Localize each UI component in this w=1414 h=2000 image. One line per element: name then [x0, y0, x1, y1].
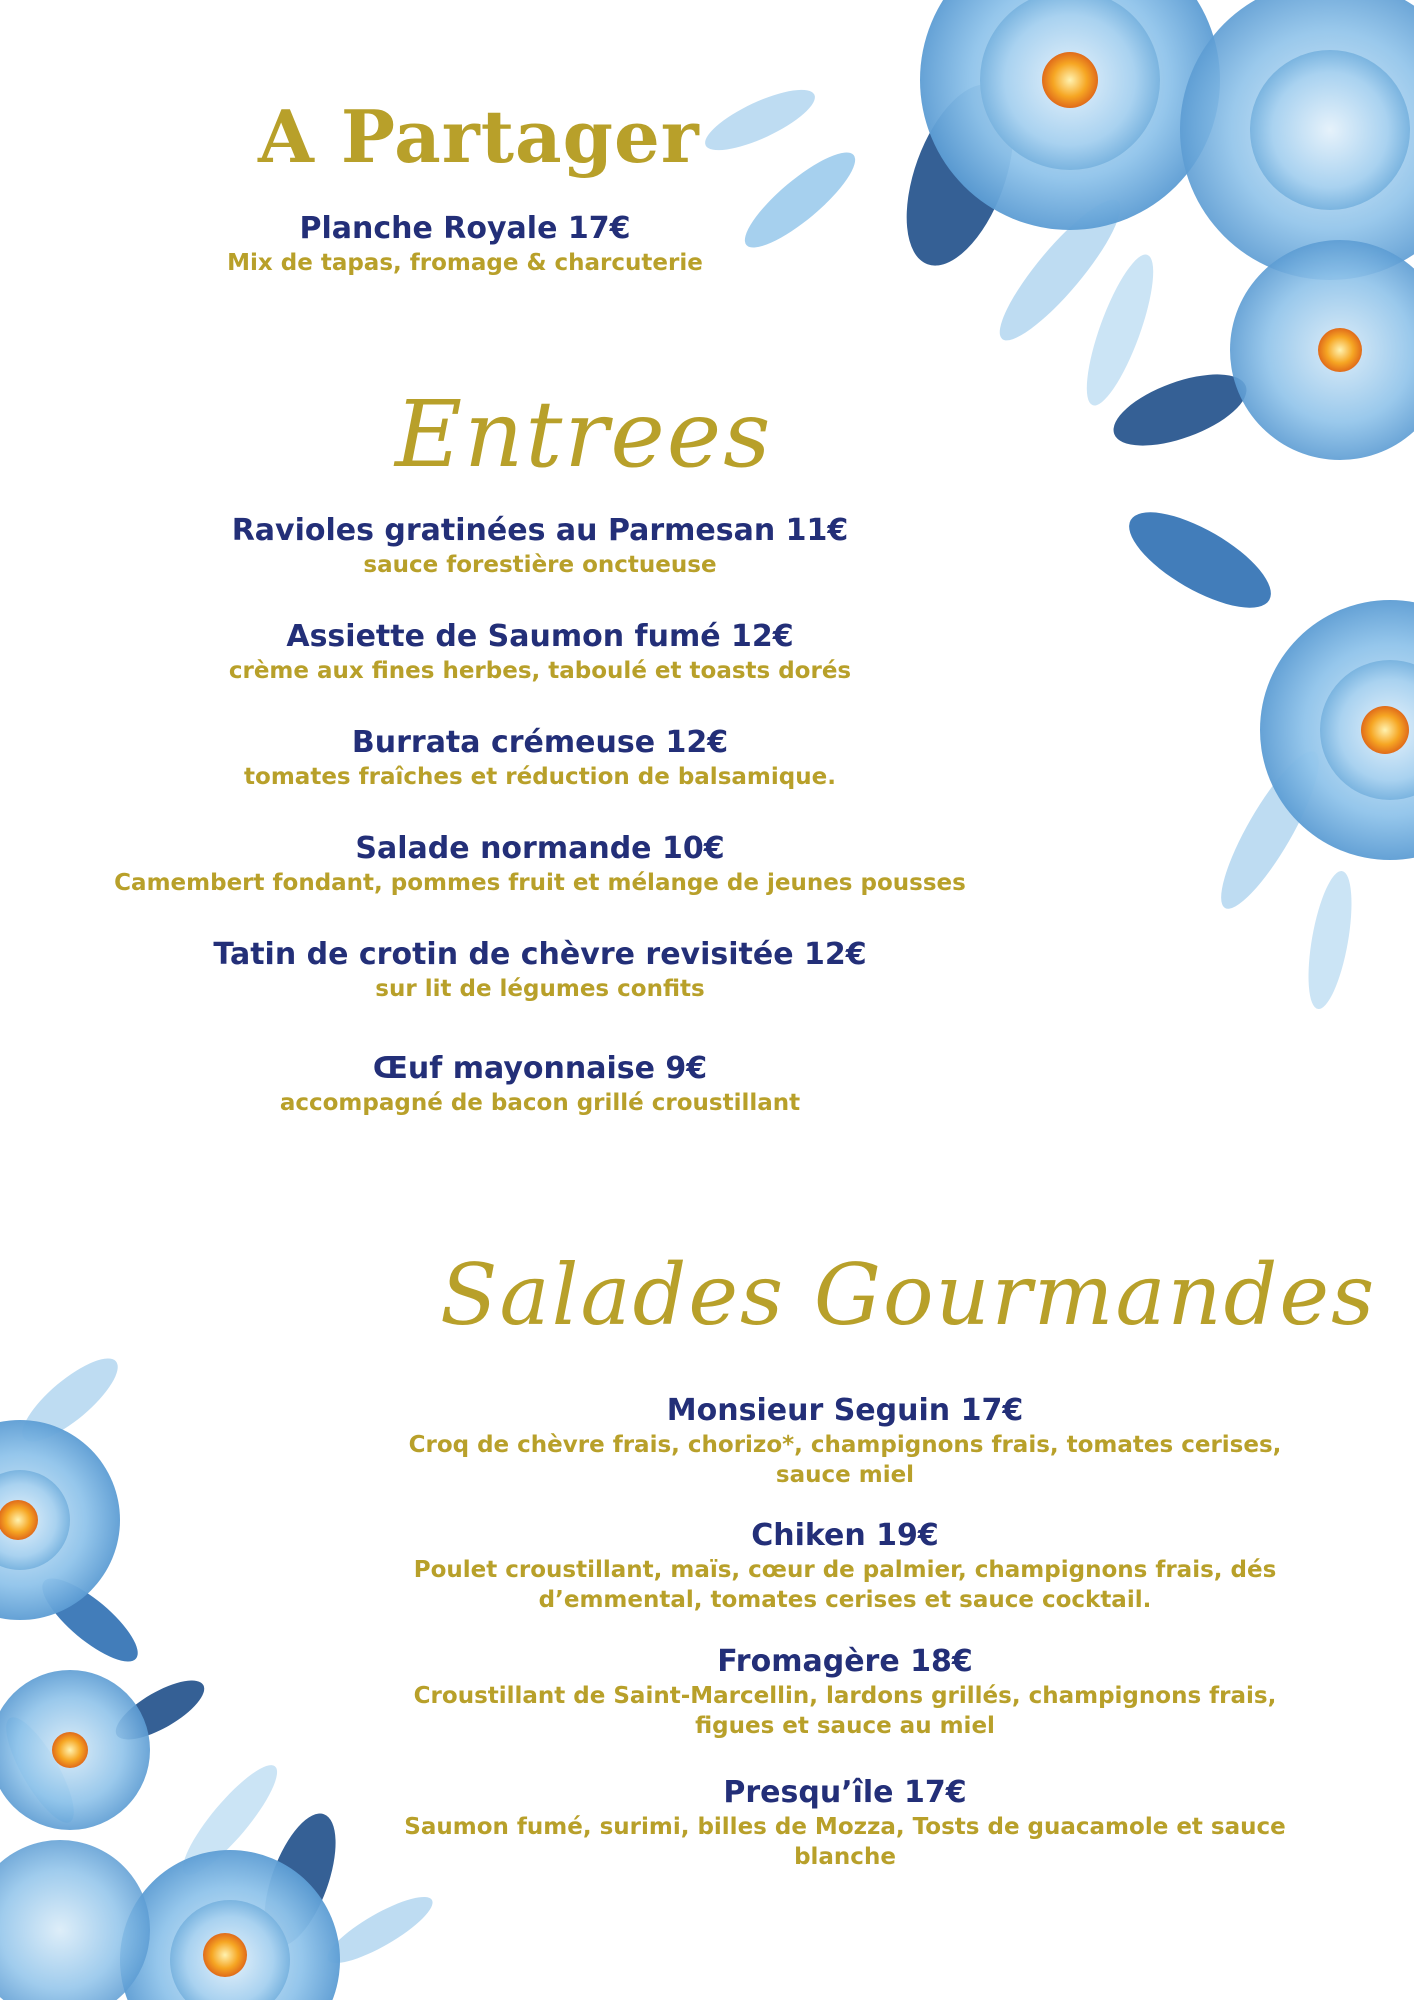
- watercolor-flower-icon: [0, 1670, 150, 1830]
- item-description: Croq de chèvre frais, chorizo*, champignons frais, tomates cerises, sauce miel: [408, 1432, 1282, 1488]
- section-title-partager: A Partager: [258, 94, 700, 179]
- menu-item: [395, 1517, 1295, 1615]
- item-description: Saumon fumé, surimi, billes de Mozza, Tosts de guacamole et sauce blanche: [404, 1814, 1286, 1870]
- menu-item: [115, 210, 815, 278]
- item-description: Camembert fondant, pommes fruit et mélange de jeunes pousses: [114, 870, 966, 896]
- menu-item: [395, 1774, 1295, 1872]
- menu-item: [40, 512, 1040, 580]
- item-description: sauce forestière onctueuse: [363, 552, 717, 578]
- item-name: Fromagère 18€: [717, 1644, 973, 1679]
- item-description: Mix de tapas, fromage & charcuterie: [227, 250, 703, 276]
- item-name: Planche Royale 17€: [299, 211, 631, 246]
- item-description: crème aux fines herbes, taboulé et toasts dorés: [228, 658, 852, 684]
- section-title-entrees: Entrees: [395, 381, 773, 488]
- item-name: Monsieur Seguin 17€: [666, 1393, 1024, 1428]
- menu-item: [395, 1392, 1295, 1490]
- item-name: Salade normande 10€: [355, 831, 725, 866]
- item-name: Œuf mayonnaise 9€: [372, 1051, 708, 1086]
- item-description: tomates fraîches et réduction de balsamique.: [244, 764, 836, 790]
- item-name: Assiette de Saumon fumé 12€: [286, 619, 794, 654]
- item-name: Ravioles gratinées au Parmesan 11€: [231, 513, 849, 548]
- watercolor-flower-icon: [1230, 240, 1414, 460]
- item-name: Chiken 19€: [751, 1518, 939, 1553]
- item-description: sur lit de légumes confits: [375, 976, 705, 1002]
- section-title-salades: Salades Gourmandes: [440, 1246, 1377, 1344]
- menu-item: [40, 830, 1040, 898]
- item-name: Burrata crémeuse 12€: [351, 725, 729, 760]
- menu-item: [40, 1050, 1040, 1118]
- watercolor-flower-icon: [0, 1840, 150, 2000]
- menu-item: [40, 936, 1040, 1004]
- watercolor-flower-icon: [0, 1420, 120, 1620]
- item-description: Poulet croustillant, maïs, cœur de palmier, champignons frais, dés d’emmental, tomates cerises et sauce cocktail.: [413, 1557, 1277, 1613]
- item-description: Croustillant de Saint-Marcellin, lardons grillés, champignons frais, figues et sauce au miel: [413, 1683, 1277, 1739]
- menu-item: [40, 618, 1040, 686]
- menu-item: [40, 724, 1040, 792]
- menu-item: [395, 1643, 1295, 1741]
- watercolor-flower-icon: [1180, 0, 1414, 280]
- item-name: Presqu’île 17€: [723, 1775, 967, 1810]
- item-description: accompagné de bacon grillé croustillant: [279, 1090, 801, 1116]
- item-name: Tatin de crotin de chèvre revisitée 12€: [213, 937, 867, 972]
